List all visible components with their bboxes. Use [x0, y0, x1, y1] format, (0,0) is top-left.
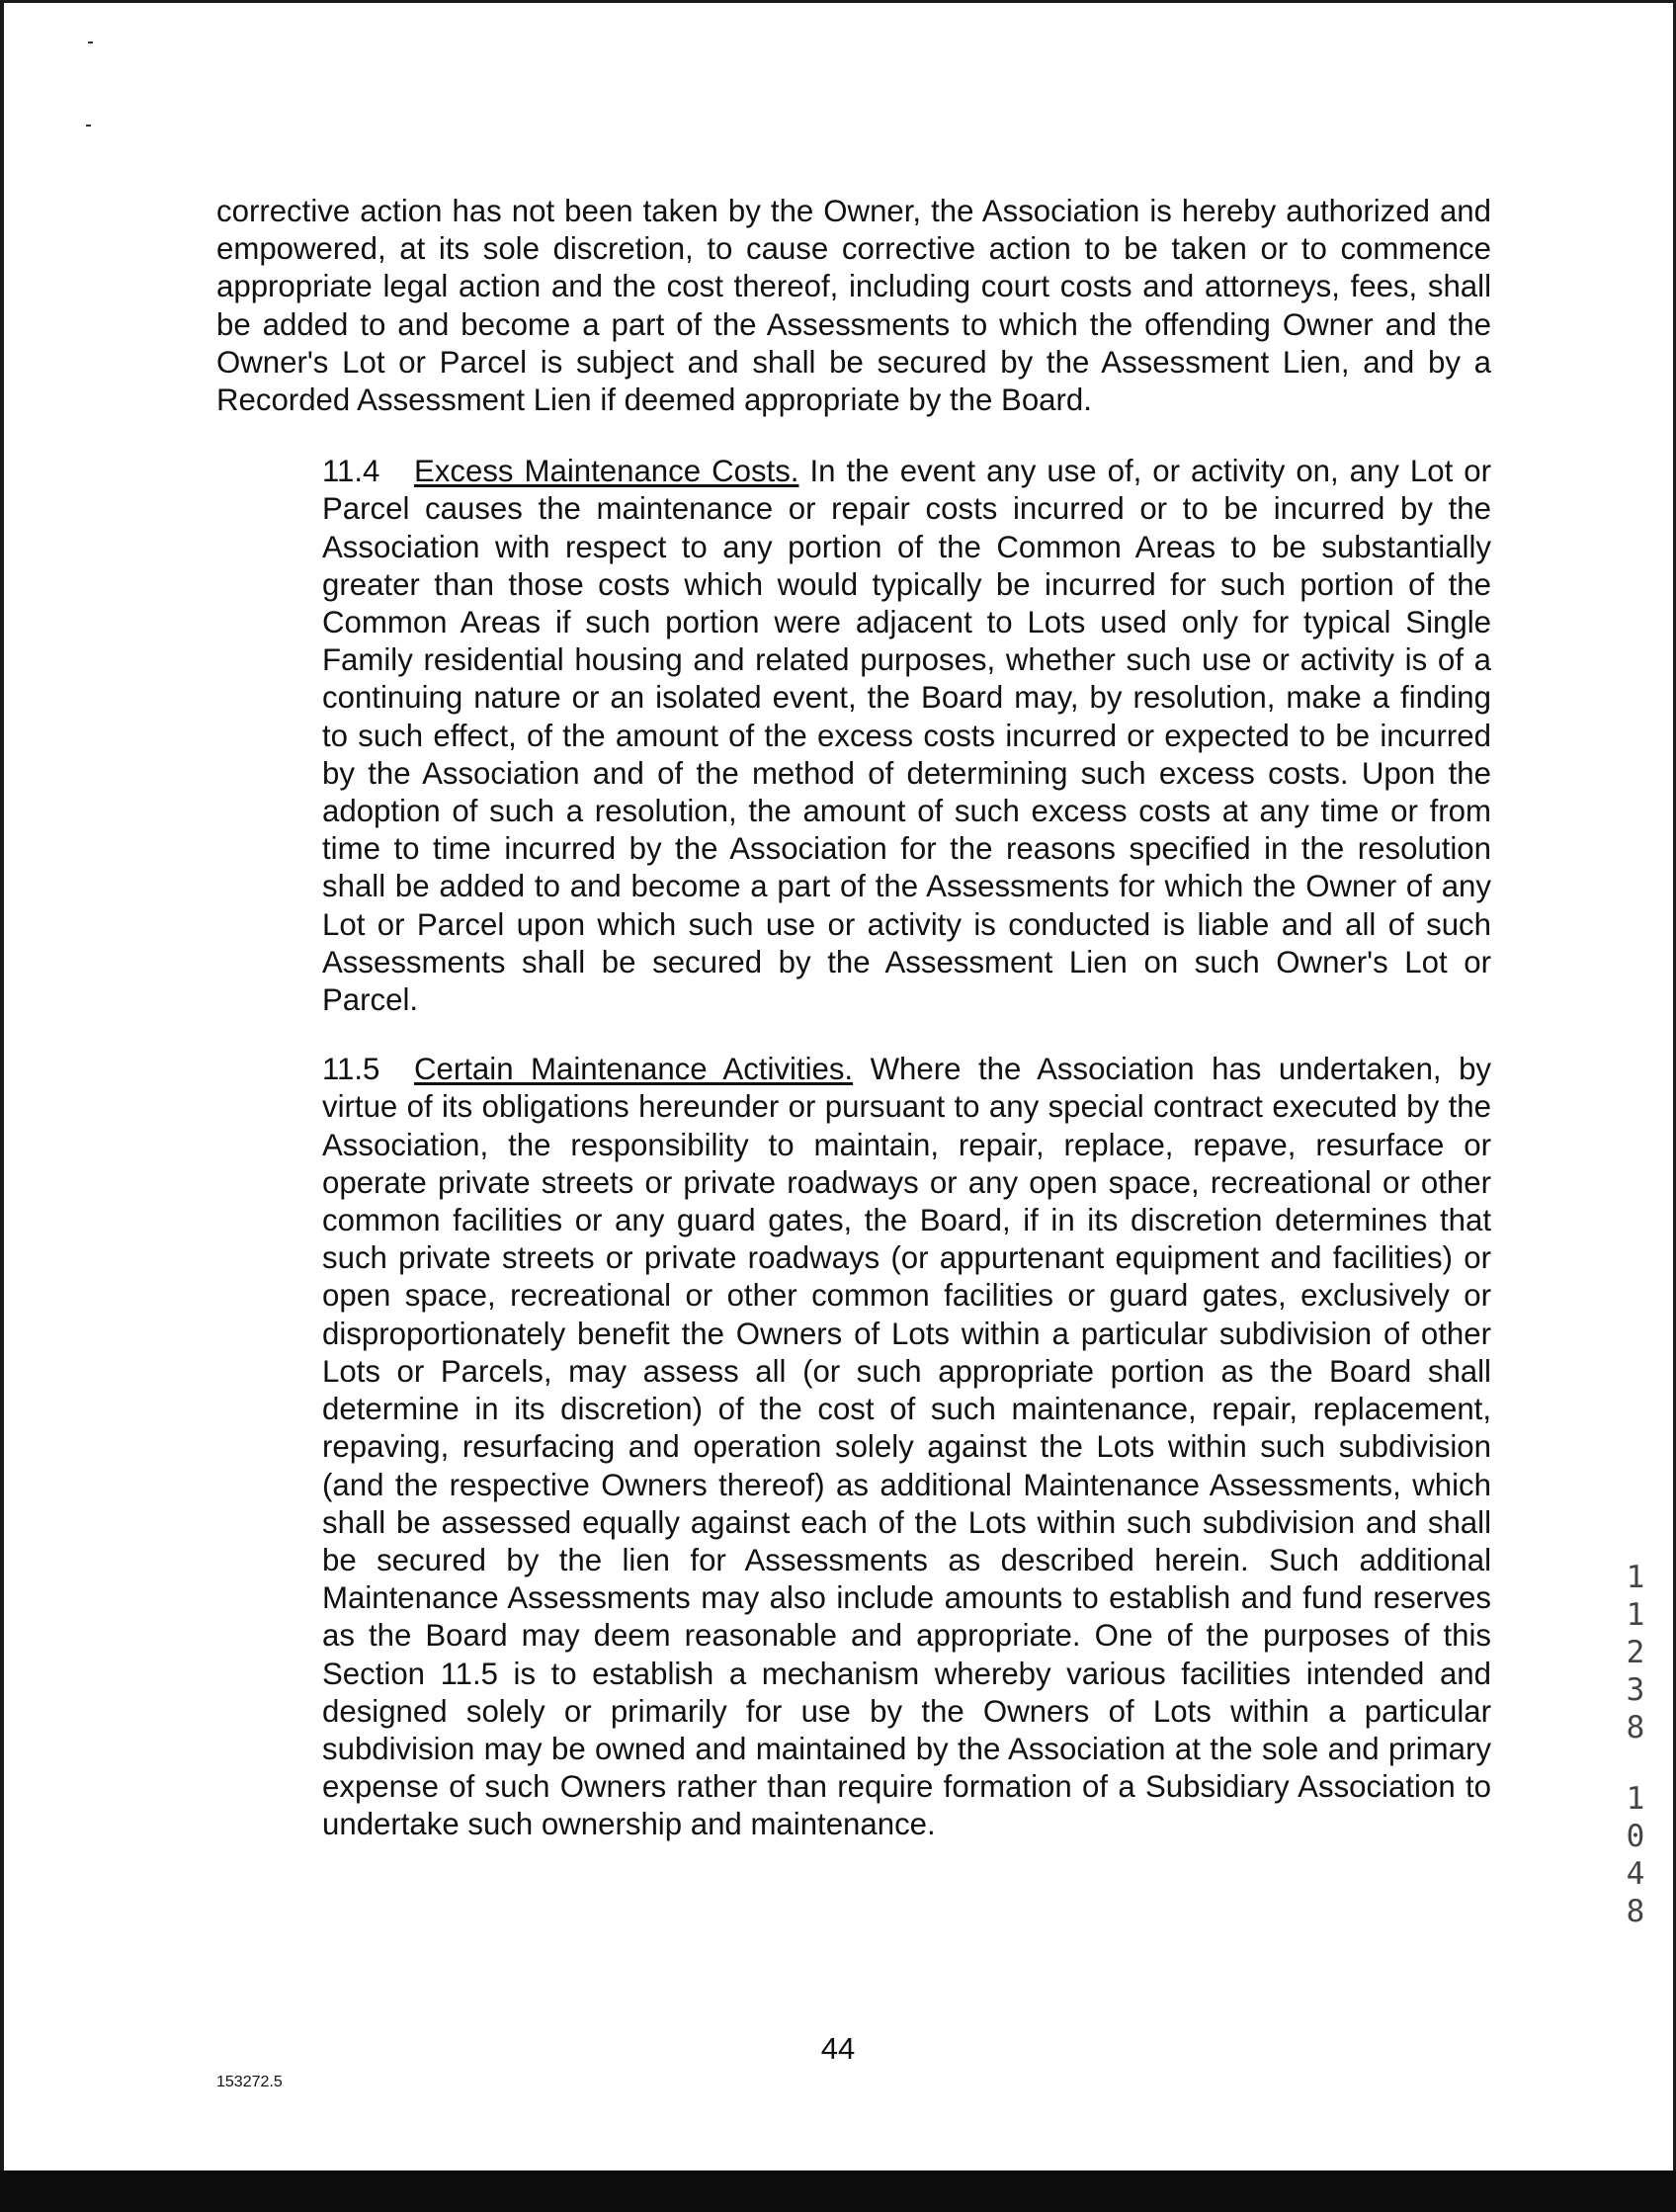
- section-11-5: [216, 1051, 1491, 1843]
- stamp-digit: 1: [1626, 1560, 1645, 1595]
- scan-speck: [86, 125, 91, 127]
- section-11-4: [216, 453, 1491, 1019]
- section-number: 11.5: [322, 1052, 380, 1087]
- stamp-digit: 0: [1626, 1819, 1645, 1854]
- scan-border-top: [0, 0, 1676, 3]
- continued-paragraph: corrective action has not been taken by the Owner, the Association is hereby authorized and empowered, at its sole discretion, to cause corrective action to be taken or to commence appropriate legal action and the cost thereof, including court costs and attorneys, fees, shall be added to and become a part of the Assessments to which the offending Owner and the Owner's Lot or Parcel is subject and shall be secured by the Assessment Lien, and by a Recorded Assessment Lien if deemed appropriate by the Board.: [216, 194, 1491, 418]
- section-text: Where the Association has undertaken, by virtue of its obligations hereunder or pursuant to any special contract executed by the Association, the responsibility to maintain, repair, replace, repave, resurface or operate private streets or private roadways or any open space, recreational or other common facilities or any guard gates, the Board, if in its discretion determines that such private streets or private roadways (or appurtenant equipment and facilities) or open space, recreational or other common facilities or guard gates, exclusively or disproportionately benefit the Owners of Lots within a particular subdivision of other Lots or Parcels, may assess all (or such appropriate portion as the Board shall determine in its discretion) of the cost of such maintenance, repair, replacement, repaving, resurfacing and operation solely against the Lots within such subdivision (and the respective Owners thereof) as additional Maintenance Assessments, which shall be assessed equally against each of the Lots within such subdivision and shall be secured by the lien for Assessments as described herein. Such additional Maintenance Assessments may also include amounts to establish and fund reserves as the Board may deem reasonable and appropriate. One of the purposes of this Section 11.5 is to establish a mechanism whereby various facilities intended and designed solely or primarily for use by the Owners of Lots within a particular subdivision may be owned and maintained by the Association at the sole and primary expense of such Owners rather than require formation of a Subsidiary Association to undertake such ownership and maintenance.: [322, 1052, 1492, 1842]
- stamp-digit: 8: [1626, 1710, 1645, 1745]
- scan-speck: [88, 42, 93, 43]
- document-id: 153272.5: [216, 2074, 283, 2090]
- stamp-digit: 1: [1626, 1781, 1645, 1817]
- document-body: [216, 193, 1491, 1876]
- section-text: In the event any use of, or activity on, any Lot or Parcel causes the maintenance or repair costs incurred or to be incurred by the Association with respect to any portion of the Common Areas to be substantially greater than those costs which would typically be incurred for such portion of the Common Areas if such portion were adjacent to Lots used only for typical Single Family residential housing and related purposes, whether such use or activity is of a continuing nature or an isolated event, the Board may, by resolution, make a finding to such effect, of the amount of the excess costs incurred or expected to be incurred by the Association and of the method of determining such excess costs. Upon the adoption of such a resolution, the amount of such excess costs at any time or from time to time incurred by the Association for the reasons specified in the resolution shall be added to and become a part of the Assessments for which the Owner of any Lot or Parcel upon which such use or activity is conducted is liable and all of such Assessments shall be secured by the Assessment Lien on such Owner's Lot or Parcel.: [322, 454, 1491, 1018]
- section-number: 11.4: [322, 454, 380, 489]
- stamp-digit: 8: [1626, 1894, 1645, 1929]
- stamp-digit: 3: [1626, 1672, 1645, 1708]
- recording-stamp: [1621, 1559, 1650, 1930]
- section-heading: Excess Maintenance Costs.: [414, 454, 799, 489]
- stamp-digit: 1: [1626, 1597, 1645, 1633]
- stamp-digit: 4: [1626, 1856, 1645, 1892]
- scan-border-bottom: [0, 2170, 1676, 2212]
- scan-border-left: [0, 0, 4, 2212]
- section-heading: Certain Maintenance Activities.: [414, 1052, 854, 1087]
- page-number: 44: [820, 2031, 856, 2066]
- stamp-digit: 2: [1626, 1635, 1645, 1670]
